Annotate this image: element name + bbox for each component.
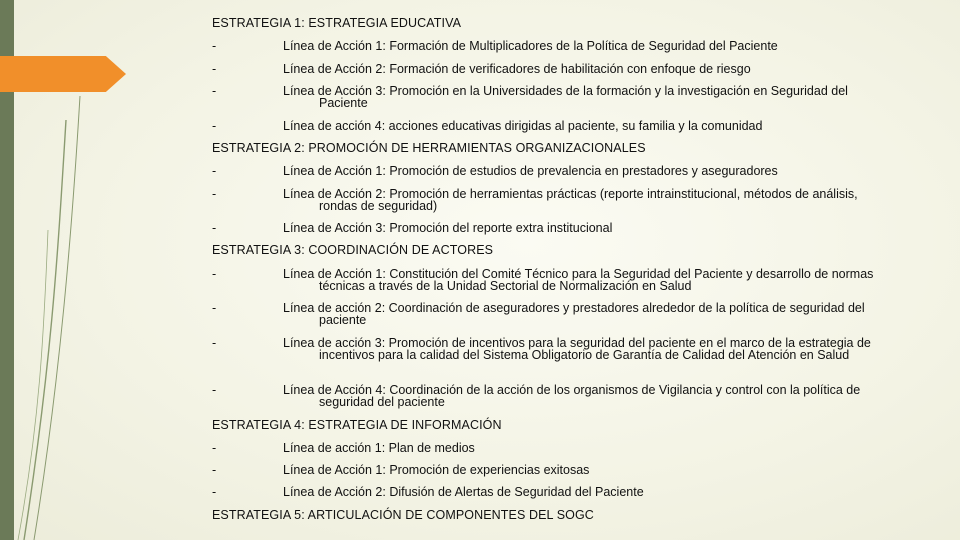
line-text: Línea de acción 1: Plan de medios bbox=[283, 441, 475, 455]
bullet-dash: - bbox=[212, 187, 217, 201]
strategy-3-heading: ESTRATEGIA 3: COORDINACIÓN DE ACTORES bbox=[212, 243, 494, 257]
line-text: Línea de Acción 3: Promoción en la Universidades de la formación y la investigación en Seguridad del Paciente bbox=[283, 84, 848, 110]
line-text: Línea de acción 3: Promoción de incentivos para la seguridad del paciente en el marco de la estrategia de incentivos para la calidad del Sistema Obligatorio de Garantía de Calidad del Atención en Salud bbox=[283, 336, 871, 362]
line-text: Línea de Acción 2: Formación de verificadores de habilitación con enfoque de riesgo bbox=[283, 62, 751, 76]
strategy-1-line-3 bbox=[212, 85, 892, 109]
strategy-1-line-1 bbox=[212, 40, 892, 52]
bullet-dash: - bbox=[212, 383, 217, 397]
bullet-dash: - bbox=[212, 485, 217, 499]
line-text: Línea de acción 4: acciones educativas dirigidas al paciente, su familia y la comunidad bbox=[283, 119, 763, 133]
strategy-4-line-1 bbox=[212, 442, 892, 454]
strategy-3-line-3 bbox=[212, 337, 892, 361]
strategy-1-heading: ESTRATEGIA 1: ESTRATEGIA EDUCATIVA bbox=[212, 16, 462, 30]
strategy-4-heading: ESTRATEGIA 4: ESTRATEGIA DE INFORMACIÓN bbox=[212, 418, 502, 432]
strategy-3-line-4 bbox=[212, 384, 892, 408]
line-text: Línea de Acción 2: Promoción de herramientas prácticas (reporte intrainstitucional, métodos de análisis, rondas de seguridad) bbox=[283, 187, 858, 213]
line-text: Línea de Acción 1: Constitución del Comité Técnico para la Seguridad del Paciente y desarrollo de normas técnicas a través de la Unidad Sectorial de Normalización en Salud bbox=[283, 267, 874, 293]
line-text: Línea de Acción 2: Difusión de Alertas de Seguridad del Paciente bbox=[283, 485, 644, 499]
strategy-5-heading: ESTRATEGIA 5: ARTICULACIÓN DE COMPONENTES DEL SOGC bbox=[212, 508, 594, 522]
line-text: Línea de Acción 1: Promoción de estudios de prevalencia en prestadores y aseguradores bbox=[283, 164, 778, 178]
bullet-dash: - bbox=[212, 62, 217, 76]
strategy-2-heading: ESTRATEGIA 2: PROMOCIÓN DE HERRAMIENTAS ORGANIZACIONALES bbox=[212, 141, 646, 155]
bullet-dash: - bbox=[212, 463, 217, 477]
line-text: Línea de acción 2: Coordinación de aseguradores y prestadores alrededor de la política de seguridad del paciente bbox=[283, 301, 865, 327]
strategy-1-line-2 bbox=[212, 63, 892, 75]
bullet-dash: - bbox=[212, 267, 217, 281]
strategy-3-line-1 bbox=[212, 268, 892, 292]
line-text: Línea de Acción 3: Promoción del reporte extra institucional bbox=[283, 221, 613, 235]
bullet-dash: - bbox=[212, 441, 217, 455]
bullet-dash: - bbox=[212, 84, 217, 98]
strategy-1-line-4 bbox=[212, 120, 892, 132]
strategy-4-line-2 bbox=[212, 464, 892, 476]
bullet-dash: - bbox=[212, 119, 217, 133]
line-text: Línea de Acción 1: Formación de Multiplicadores de la Política de Seguridad del Paciente bbox=[283, 39, 778, 53]
strategy-2-line-1 bbox=[212, 165, 892, 177]
bullet-dash: - bbox=[212, 164, 217, 178]
line-text: Línea de Acción 4: Coordinación de la acción de los organismos de Vigilancia y control con la política de seguridad del paciente bbox=[283, 383, 861, 409]
bullet-dash: - bbox=[212, 301, 217, 315]
line-text: Línea de Acción 1: Promoción de experiencias exitosas bbox=[283, 463, 590, 477]
strategy-2-line-3 bbox=[212, 222, 892, 234]
bullet-dash: - bbox=[212, 39, 217, 53]
strategy-4-line-3 bbox=[212, 486, 892, 498]
strategy-2-line-2 bbox=[212, 188, 892, 212]
bullet-dash: - bbox=[212, 221, 217, 235]
bullet-dash: - bbox=[212, 336, 217, 350]
strategy-3-line-2 bbox=[212, 302, 892, 326]
